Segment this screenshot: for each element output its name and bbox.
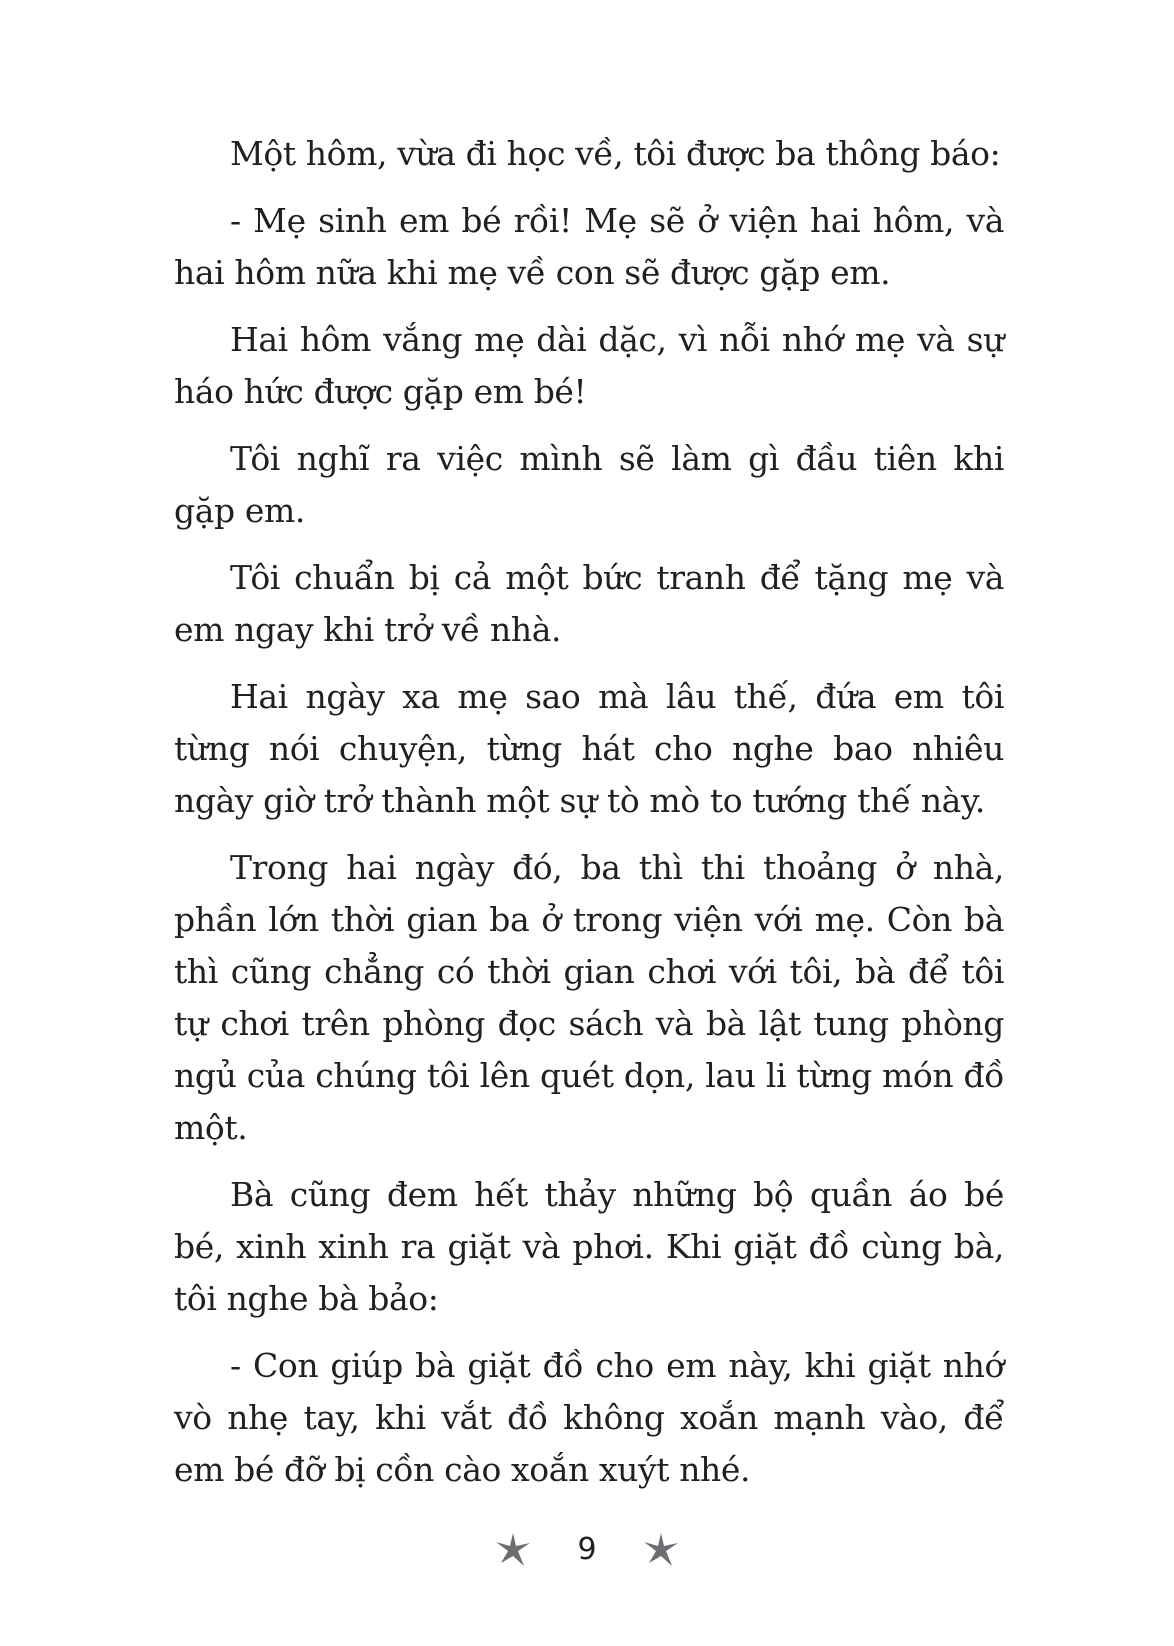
paragraph-1: Một hôm, vừa đi học về, tôi được ba thông báo: <box>230 134 1001 173</box>
page-number: 9 <box>577 1532 597 1567</box>
star-icon <box>493 1530 533 1570</box>
paragraph-4: Tôi nghĩ ra việc mình sẽ làm gì đầu tiên khi gặp em. <box>174 439 1004 530</box>
paragraph-2: - Mẹ sinh em bé rồi! Mẹ sẽ ở viện hai hôm, và hai hôm nữa khi mẹ về con sẽ được gặp em. <box>174 201 1004 292</box>
star-icon <box>641 1530 681 1570</box>
paragraph-8: Bà cũng đem hết thảy những bộ quần áo bé bé, xinh xinh ra giặt và phơi. Khi giặt đồ cùng bà, tôi nghe bà bảo: <box>174 1175 1004 1318</box>
body-text <box>174 128 1004 1511</box>
paragraph-3: Hai hôm vắng mẹ dài dặc, vì nỗi nhớ mẹ và sự háo hức được gặp em bé! <box>174 320 1004 411</box>
paragraph-7: Trong hai ngày đó, ba thì thi thoảng ở nhà, phần lớn thời gian ba ở trong viện với mẹ. Còn bà thì cũng chẳng có thời gian chơi với tôi, bà để tôi tự chơi trên phòng đọc sách và bà lật tung phòng ngủ của chúng tôi lên quét dọn, lau li từng món đồ một. <box>174 848 1004 1147</box>
paragraph-9: - Con giúp bà giặt đồ cho em này, khi giặt nhớ vò nhẹ tay, khi vắt đồ không xoắn mạnh vào, để em bé đỡ bị cồn cào xoắn xuýt nhé. <box>174 1346 1004 1489</box>
paragraph-5: Tôi chuẩn bị cả một bức tranh để tặng mẹ và em ngay khi trở về nhà. <box>174 558 1004 649</box>
page-footer <box>0 1525 1174 1575</box>
paragraph-6: Hai ngày xa mẹ sao mà lâu thế, đứa em tôi từng nói chuyện, từng hát cho nghe bao nhiêu ngày giờ trở thành một sự tò mò to tướng thế này. <box>174 677 1004 820</box>
